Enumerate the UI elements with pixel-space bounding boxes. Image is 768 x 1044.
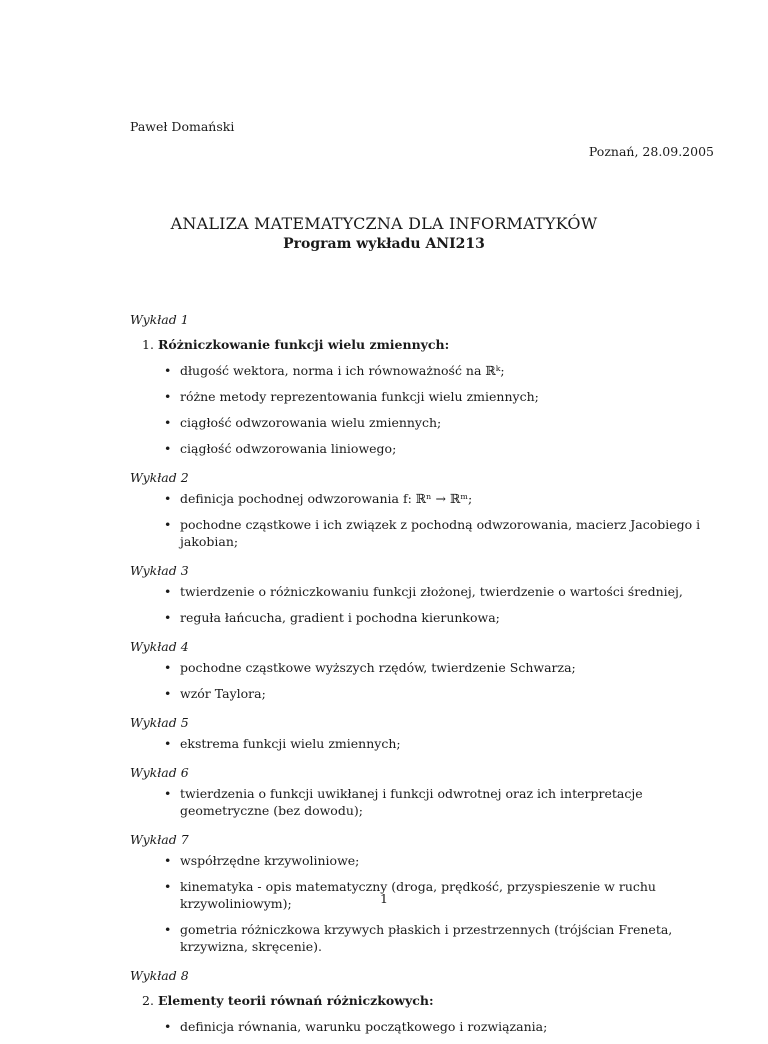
lecture-heading: Wykład 2: [130, 470, 189, 485]
bullet-icon: •: [164, 584, 172, 599]
topic-text: twierdzenia o funkcji uwikłanej i funkcji odwrotnej oraz ich interpretacje geometryczne (bez dowodu);: [180, 786, 643, 818]
section-title: Różniczkowanie funkcji wielu zmiennych:: [158, 337, 450, 352]
bullet-icon: •: [164, 786, 172, 801]
topic-list: [130, 490, 720, 550]
topic-item: [164, 785, 720, 819]
topic-item: [164, 414, 720, 431]
topic-list: [130, 659, 720, 702]
topic-list: [130, 735, 720, 752]
topic-text: wzór Taylora;: [180, 686, 266, 701]
lecture-program: [130, 308, 720, 1044]
bullet-icon: •: [164, 517, 172, 532]
topic-text: pochodne cząstkowe i ich związek z pochodną odwzorowania, macierz Jacobiego i jakobian;: [180, 517, 701, 549]
bullet-icon: •: [164, 660, 172, 675]
topic-list: [130, 1018, 720, 1035]
bullet-icon: •: [164, 389, 172, 404]
lecture-heading: Wykład 7: [130, 832, 189, 847]
place-date: Poznań, 28.09.2005: [588, 144, 714, 159]
topic-text: definicja równania, warunku początkowego i rozwiązania;: [180, 1019, 548, 1034]
page-number: 1: [380, 891, 388, 906]
topic-item: [164, 609, 720, 626]
topic-item: [164, 659, 720, 676]
lecture-heading: Wykład 5: [130, 715, 189, 730]
bullet-icon: •: [164, 1019, 172, 1034]
section-title: Elementy teorii równań różniczkowych:: [158, 993, 434, 1008]
bullet-icon: •: [164, 736, 172, 751]
section-heading: [142, 332, 720, 362]
topic-item: [164, 583, 720, 600]
topic-item: [164, 1018, 720, 1035]
document-subtitle: Program wykładu ANI213: [283, 236, 485, 252]
topic-item: [164, 921, 720, 955]
bullet-icon: •: [164, 922, 172, 937]
topic-text: ciągłość odwzorowania liniowego;: [180, 441, 397, 456]
lecture-heading: Wykład 8: [130, 968, 189, 983]
topic-item: [164, 362, 720, 379]
topic-text: definicja pochodnej odwzorowania f: ℝⁿ → ℝᵐ;: [180, 491, 473, 506]
bullet-icon: •: [164, 879, 172, 894]
topic-item: [164, 388, 720, 405]
document-title: ANALIZA MATEMATYCZNA DLA INFORMATYKÓW: [170, 214, 598, 233]
bullet-icon: •: [164, 686, 172, 701]
topic-text: ciągłość odwzorowania wielu zmiennych;: [180, 415, 442, 430]
topic-item: [164, 440, 720, 457]
section-number: 2.: [142, 993, 154, 1008]
topic-item: [164, 852, 720, 869]
section-number: 1.: [142, 337, 154, 352]
bullet-icon: •: [164, 853, 172, 868]
topic-item: [164, 516, 720, 550]
lecture-heading: Wykład 3: [130, 563, 189, 578]
bullet-icon: •: [164, 491, 172, 506]
topic-text: ekstrema funkcji wielu zmiennych;: [180, 736, 401, 751]
section-heading: [142, 988, 720, 1018]
topic-text: współrzędne krzywoliniowe;: [180, 853, 360, 868]
topic-item: [164, 685, 720, 702]
bullet-icon: •: [164, 441, 172, 456]
lecture-heading: Wykład 6: [130, 765, 189, 780]
topic-list: [130, 583, 720, 626]
topic-list: [130, 785, 720, 819]
topic-text: długość wektora, norma i ich równoważność na ℝᵏ;: [180, 363, 505, 378]
author-name: Paweł Domański: [130, 119, 235, 134]
topic-text: twierdzenie o różniczkowaniu funkcji złożonej, twierdzenie o wartości średniej,: [180, 584, 683, 599]
bullet-icon: •: [164, 363, 172, 378]
topic-text: pochodne cząstkowe wyższych rzędów, twierdzenie Schwarza;: [180, 660, 576, 675]
topic-text: reguła łańcucha, gradient i pochodna kierunkowa;: [180, 610, 500, 625]
topic-text: gometria różniczkowa krzywych płaskich i przestrzennych (trójścian Freneta, krzywizna, skręcenie).: [180, 922, 673, 954]
bullet-icon: •: [164, 610, 172, 625]
lecture-heading: Wykład 4: [130, 639, 189, 654]
topic-text: różne metody reprezentowania funkcji wielu zmiennych;: [180, 389, 539, 404]
title-block: [0, 214, 768, 254]
topic-list: [130, 362, 720, 457]
topic-item: [164, 490, 720, 507]
bullet-icon: •: [164, 415, 172, 430]
topic-item: [164, 735, 720, 752]
topic-text: kinematyka - opis matematyczny (droga, prędkość, przyspieszenie w ruchu krzywoliniowym);: [180, 879, 656, 911]
lecture-heading: Wykład 1: [130, 312, 189, 327]
